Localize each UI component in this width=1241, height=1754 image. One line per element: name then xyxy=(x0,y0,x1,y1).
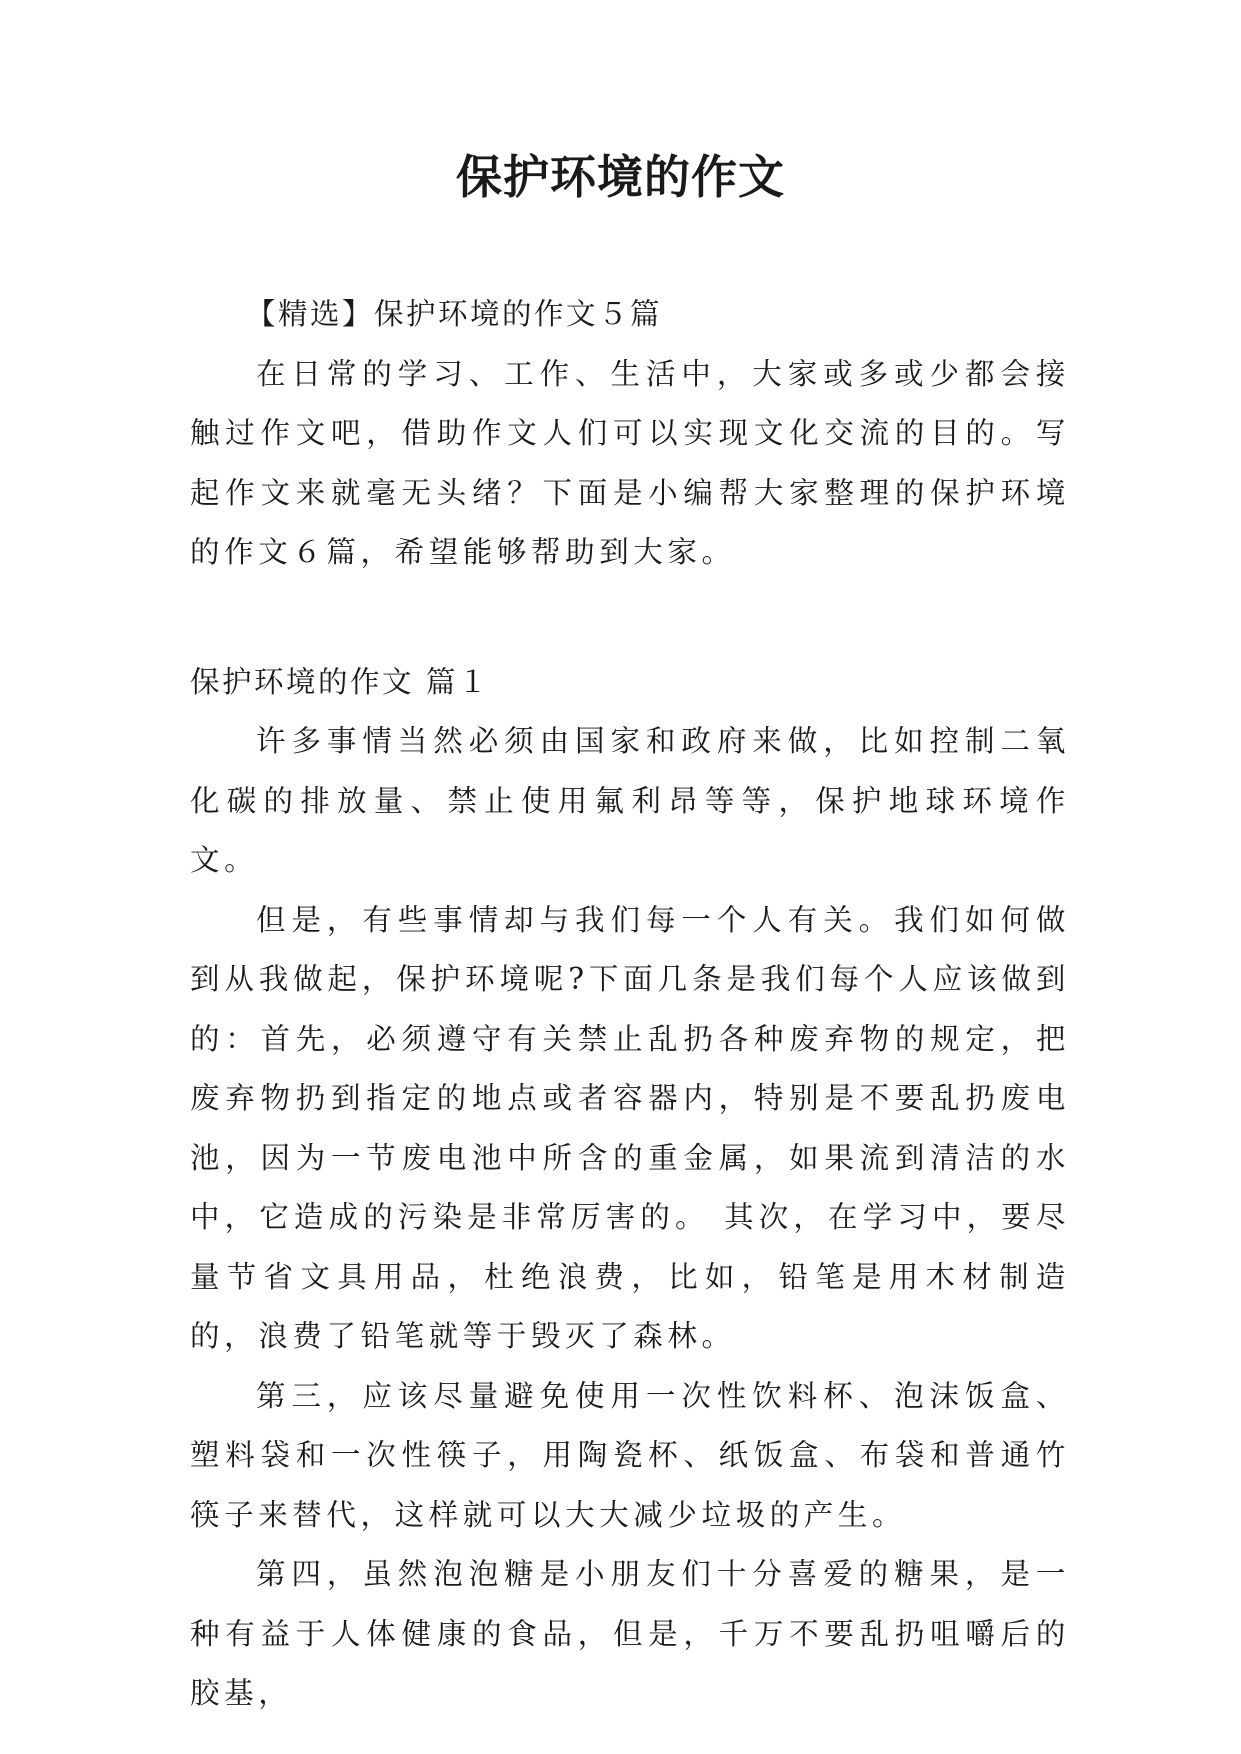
section-heading: 保护环境的作文 篇１ xyxy=(190,664,490,699)
intro-paragraph: 在日常的学习、工作、生活中，大家或多或少都会接触过作文吧，借助作文人们可以实现文化交流的目的。写起作文来就毫无头绪？下面是小编帮大家整理的保护环境的作文６篇，希望能够帮助到大家。 xyxy=(190,356,1070,569)
section-spacer xyxy=(190,583,1070,653)
body-paragraph-3: 第三，应该尽量避免使用一次性饮料杯、泡沫饭盒、塑料袋和一次性筷子，用陶瓷杯、纸饭盒、布袋和普通竹筷子来替代，这样就可以大大减少垃圾的产生。 xyxy=(190,1378,1070,1532)
body-paragraph-2: 但是，有些事情却与我们每一个人有关。我们如何做到从我做起，保护环境呢?下面几条是我们每个人应该做到的：首先，必须遵守有关禁止乱扔各种废弃物的规定，把废弃物扔到指定的地点或者容器内，特别是不要乱扔废电池，因为一节废电池中所含的重金属，如果流到清洁的水中，它造成的污染是非常厉害的。 其次，在学习中，要尽量节省文具用品，杜绝浪费，比如，铅笔是用木材制造的，浪费了铅笔就等于毁灭了森林。 xyxy=(190,902,1070,1353)
document-title: 保护环境的作文 xyxy=(456,150,785,204)
document-body xyxy=(190,285,1070,1724)
intro-line: 【精选】保护环境的作文５篇 xyxy=(246,297,663,331)
body-paragraph-4: 第四，虽然泡泡糖是小朋友们十分喜爱的糖果，是一种有益于人体健康的食品，但是，千万不要乱扔咀嚼后的胶基， xyxy=(190,1557,1070,1710)
body-paragraph-1: 许多事情当然必须由国家和政府来做，比如控制二氧化碳的排放量、禁止使用氟利昂等等，保护地球环境作文。 xyxy=(190,724,1070,877)
